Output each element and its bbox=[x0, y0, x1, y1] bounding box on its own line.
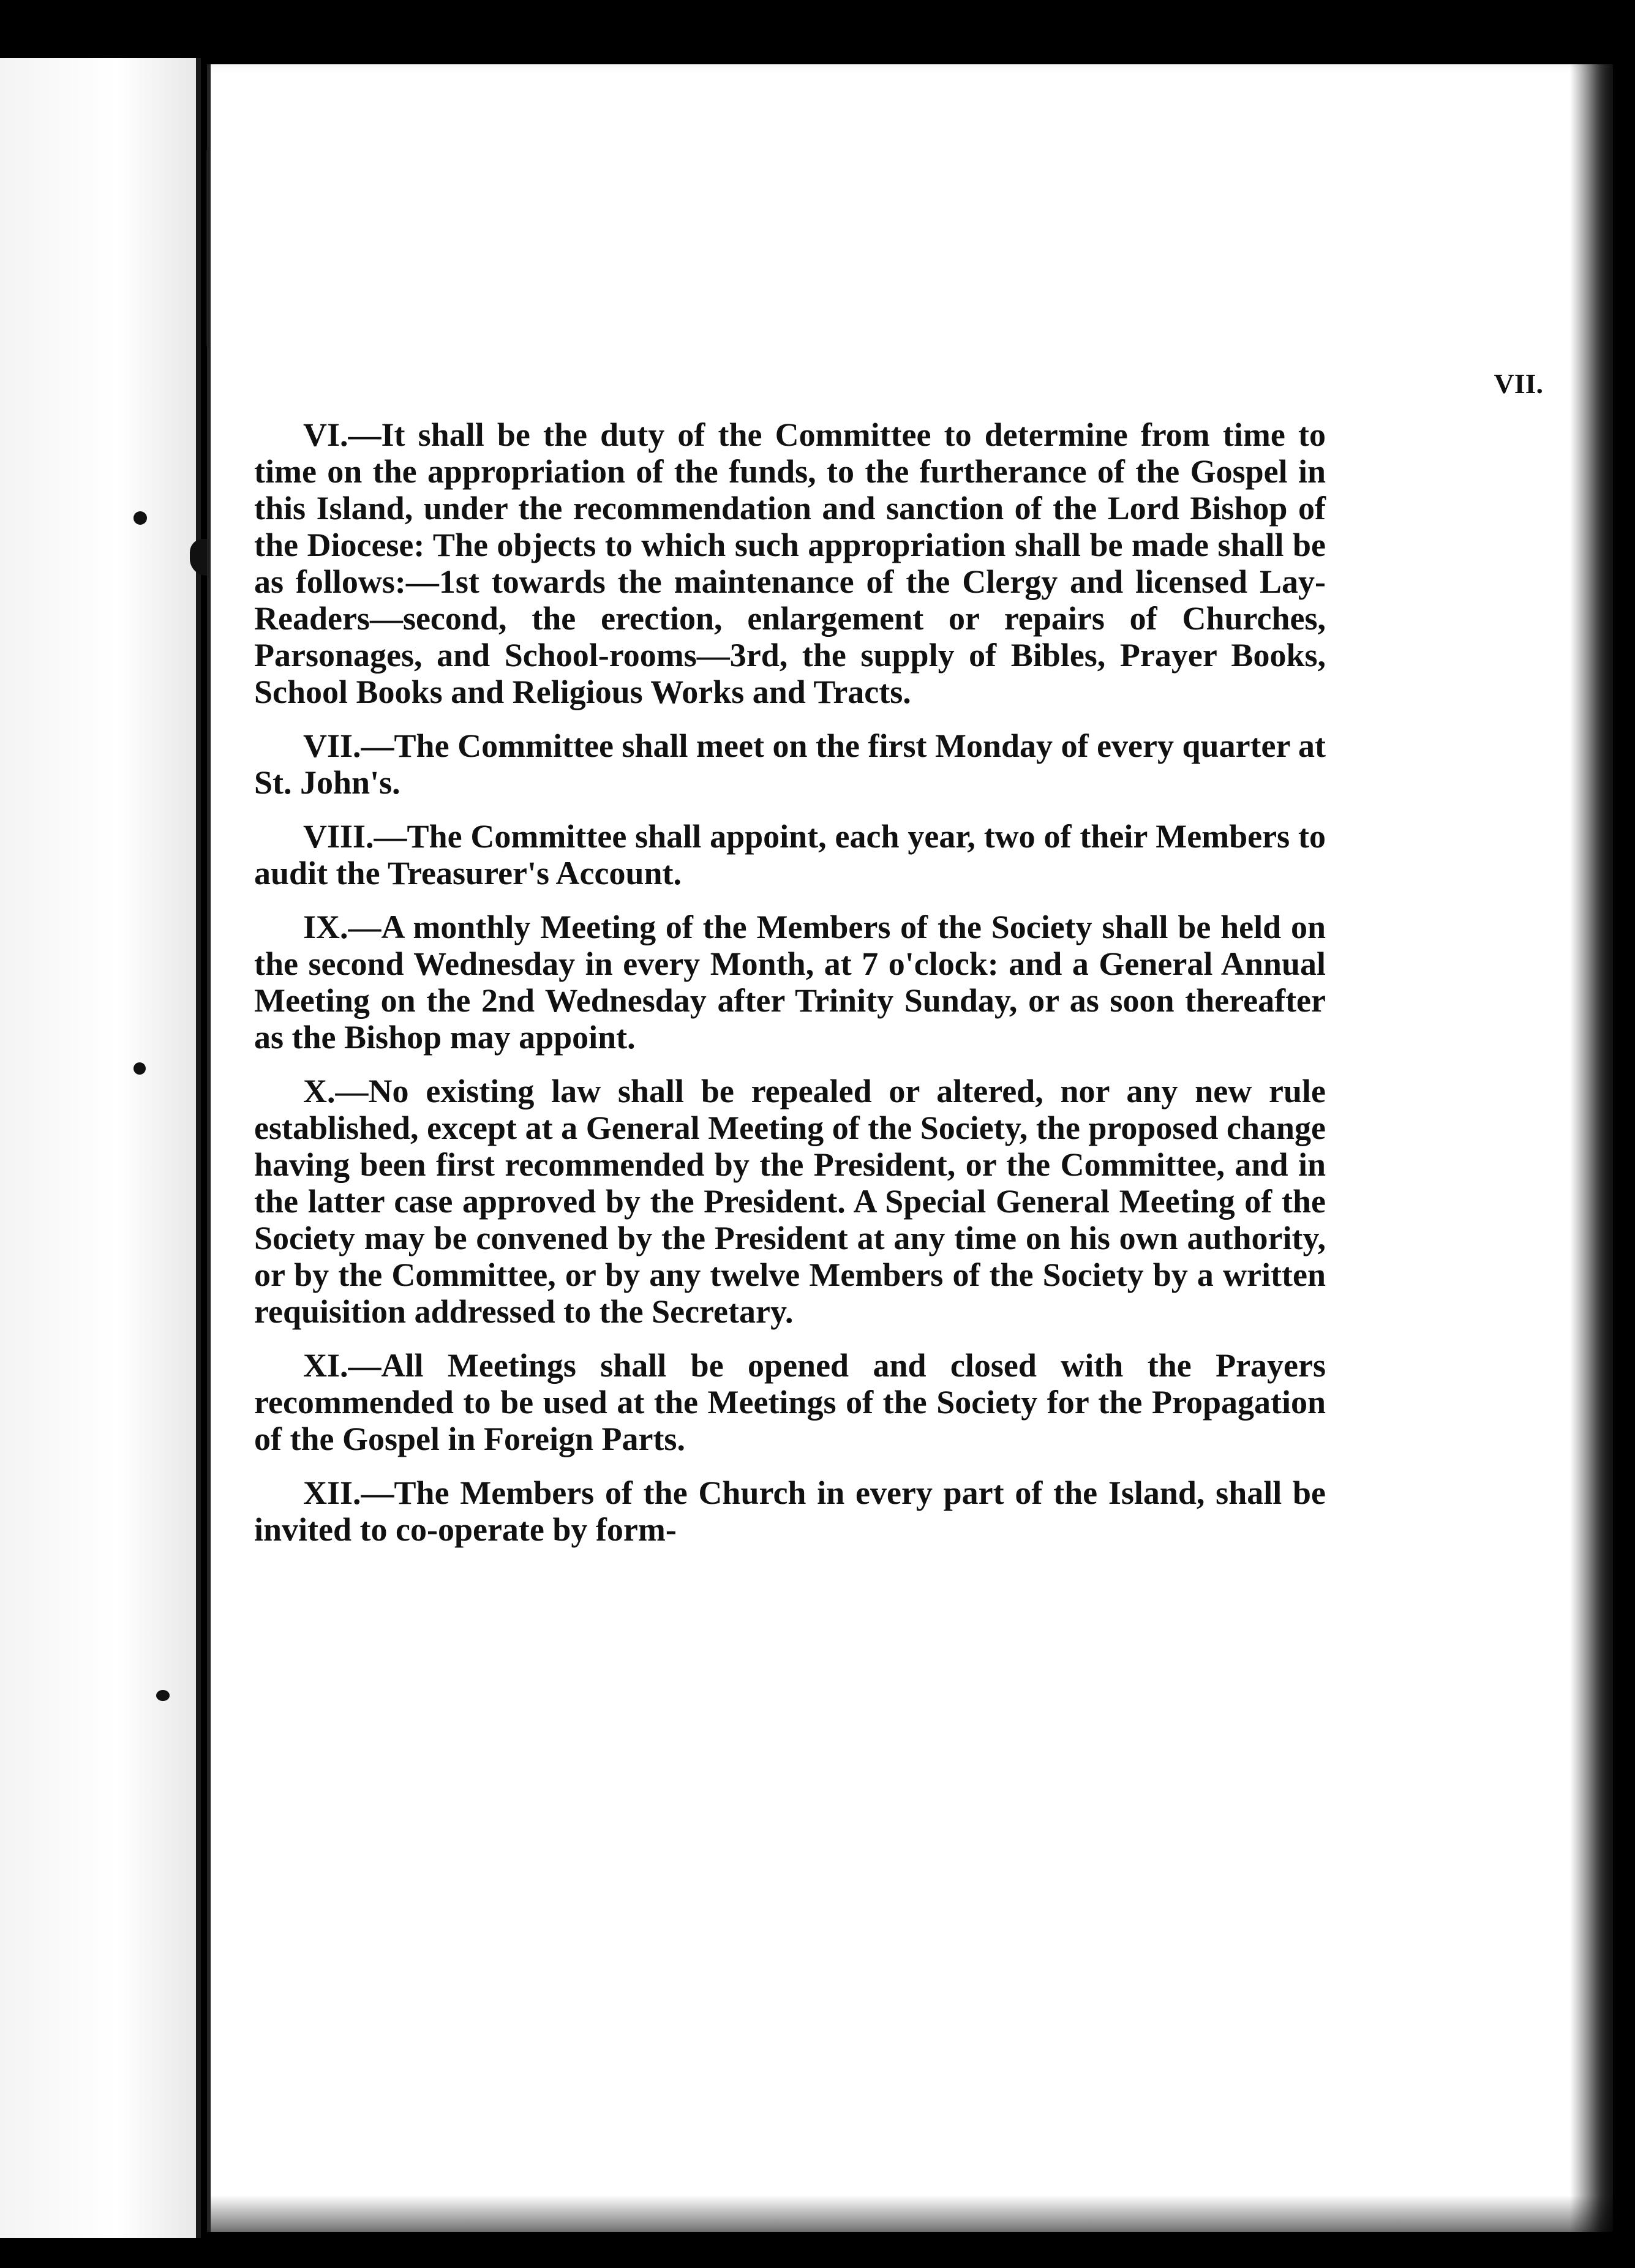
article-number: XI. bbox=[303, 1347, 348, 1384]
page-number: VII. bbox=[1494, 368, 1543, 399]
article-vii bbox=[254, 727, 1326, 801]
article-text: —The Committee shall appoint, each year, two of their Members to audit the Treasurer's Account. bbox=[254, 818, 1326, 892]
article-xi bbox=[254, 1347, 1326, 1457]
article-vi bbox=[254, 416, 1326, 710]
article-text: —The Committee shall meet on the first Monday of every quarter at St. John's. bbox=[254, 727, 1326, 801]
article-number: X. bbox=[303, 1073, 336, 1110]
article-viii bbox=[254, 818, 1326, 892]
article-text: —It shall be the duty of the Committee to determine from time to time on the appropriation of the funds, to the furtherance of the Gospel in this Island, under the recommendation and sanction of the Lord Bishop of the Diocese: The objects to which such appropriation shall be made shall be as follows:—1st towards the maintenance of the Clergy and licensed Lay-Readers—second, the erection, enlargement or repairs of Churches, Parsonages, and School-rooms—3rd, the supply of Bibles, Prayer Books, School Books and Religious Works and Tracts. bbox=[254, 416, 1326, 710]
article-number: XII. bbox=[303, 1474, 361, 1511]
article-text: —The Members of the Church in every part of the Island, shall be invited to co-operate by form- bbox=[254, 1474, 1326, 1548]
ink-blot bbox=[133, 511, 147, 525]
article-number: VIII. bbox=[303, 818, 374, 855]
article-number: VII. bbox=[303, 727, 361, 764]
article-xii bbox=[254, 1474, 1326, 1548]
page-edge-shadow bbox=[1570, 64, 1613, 2232]
ink-blot bbox=[133, 1062, 146, 1075]
article-ix bbox=[254, 909, 1326, 1056]
page-bottom-shadow bbox=[211, 2195, 1613, 2232]
article-number: IX. bbox=[303, 909, 348, 945]
left-page-edge bbox=[0, 58, 201, 2238]
article-text: —A monthly Meeting of the Members of the Society shall be held on the second Wednesday in every Month, at 7 o'clock: and a General Annual Meeting on the 2nd Wednesday after Trinity Sunday, or as soon thereafter as the Bishop may appoint. bbox=[254, 909, 1326, 1056]
article-text: —No existing law shall be repealed or altered, nor any new rule established, except at a General Meeting of the Society, the proposed change having been first recommended by the President, or the Committee, and in the latter case approved by the President. A Special General Meeting of the Society may be convened by the President at any time on his own authority, or by the Committee, or by any twelve Members of the Society by a written requisition addressed to the Secretary. bbox=[254, 1073, 1326, 1330]
article-text: —All Meetings shall be opened and closed with the Prayers recommended to be used at the Meetings of the Society for the Propagation of the Gospel in Foreign Parts. bbox=[254, 1347, 1326, 1457]
bylaws-text bbox=[254, 416, 1326, 1565]
article-number: VI. bbox=[303, 416, 348, 453]
ink-blot bbox=[156, 1690, 170, 1701]
article-x bbox=[254, 1073, 1326, 1330]
